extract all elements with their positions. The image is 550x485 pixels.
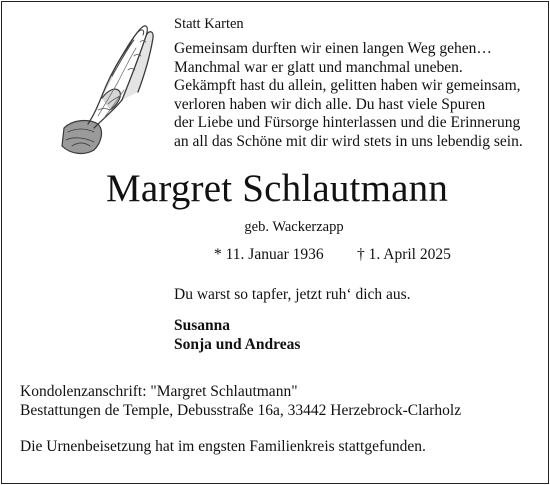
poem-line: verloren haben wir dich alle. Du hast viele Spuren <box>174 95 486 113</box>
condolence-line: Bestattungen de Temple, Debusstraße 16a, 33442 Herzebrock-Clarholz <box>20 401 462 419</box>
birth-date: * 11. Januar 1936 <box>214 246 324 263</box>
poem <box>174 40 523 152</box>
burial-note: Die Urnenbeisetzung hat im engsten Familienkreis stattgefunden. <box>20 438 426 455</box>
farewell-text: Du warst so tapfer, jetzt ruh‘ dich aus. <box>174 286 411 303</box>
poem-line: Gekämpft hast du allein, gelitten haben wir gemeinsam, <box>174 77 521 95</box>
birth-name: geb. Wackerzapp <box>244 219 344 235</box>
poem-line: an all das Schöne mit dir wird stets in uns lebendig sein. <box>174 132 523 150</box>
poem-line: der Liebe und Fürsorge hinterlassen und die Erinnerung <box>174 114 521 132</box>
poem-line: Manchmal war er glatt und manchmal uneben. <box>174 58 463 76</box>
mourner-name: Sonja und Andreas <box>174 336 301 353</box>
death-date: † 1. April 2025 <box>357 246 451 263</box>
mourners <box>174 316 300 354</box>
praying-hands-icon <box>58 20 162 158</box>
condolence-line: Kondolenzanschrift: "Margret Schlautmann" <box>20 383 298 400</box>
mourner-name: Susanna <box>174 317 231 334</box>
poem-line: Gemeinsam durften wir einen langen Weg gehen… <box>174 40 492 57</box>
deceased-name: Margret Schlautmann <box>105 167 449 210</box>
condolence-address <box>20 383 461 420</box>
header-text: Statt Karten <box>174 16 244 32</box>
